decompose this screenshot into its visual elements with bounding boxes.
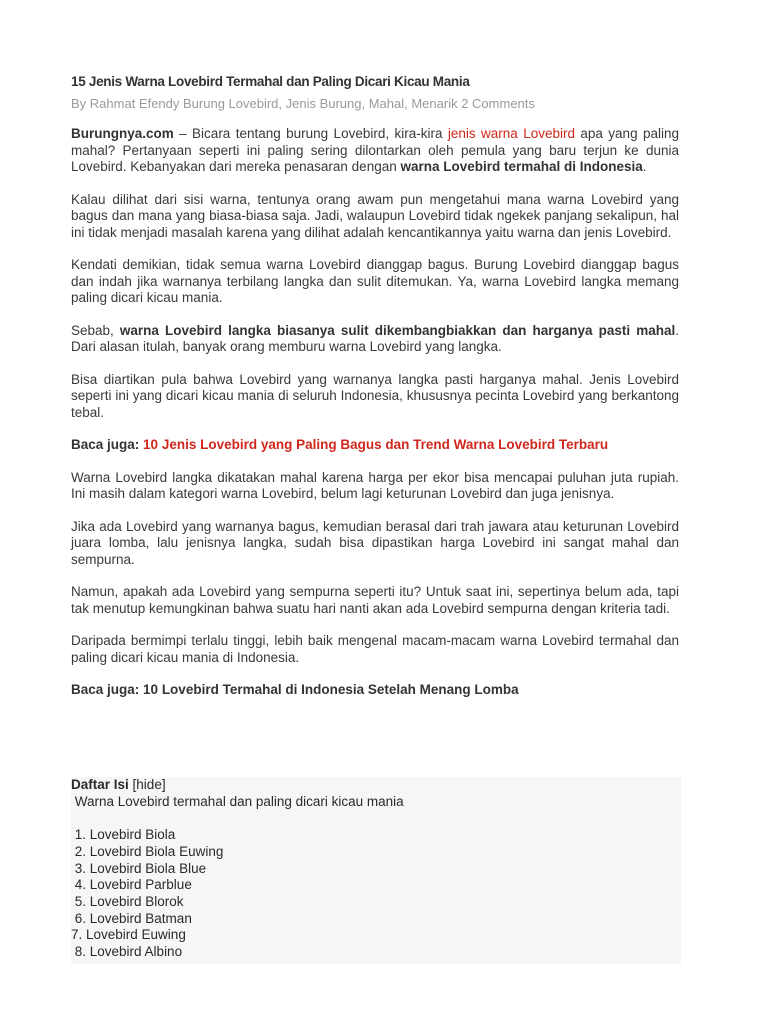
toc-item[interactable]: 1. Lovebird Biola bbox=[71, 827, 176, 843]
paragraph-3: Kendati demikian, tidak semua warna Lovebird dianggap bagus. Burung Lovebird dianggap bagus dan indah jika warnanya terbilang langka dan sulit ditemukan. Ya, warna Lovebird langka memang paling dicari kicau mania. bbox=[71, 257, 679, 305]
toc-item[interactable]: 3. Lovebird Biola Blue bbox=[71, 860, 207, 876]
toc-item[interactable]: 7. Lovebird Euwing bbox=[71, 927, 186, 943]
p4-bold: warna Lovebird langka biasanya sulit dikembangbiakkan dan harganya pasti mahal bbox=[119, 322, 676, 338]
baca-juga-1 bbox=[71, 437, 679, 454]
toc-item[interactable]: 8. Lovebird Albino bbox=[71, 944, 183, 960]
article-meta: By Rahmat Efendy Burung Lovebird, Jenis Burung, Mahal, Menarik 2 Comments bbox=[71, 96, 535, 111]
p1-text-c: . bbox=[642, 159, 647, 174]
p1-text-a: – Bicara tentang burung Lovebird, kira-kira bbox=[173, 126, 448, 141]
toc-header bbox=[71, 777, 681, 794]
table-of-contents bbox=[71, 777, 681, 964]
paragraph-1 bbox=[71, 126, 679, 176]
link-baca-juga-1[interactable]: 10 Jenis Lovebird yang Paling Bagus dan Trend Warna Lovebird Terbaru bbox=[143, 437, 609, 452]
toc-item[interactable]: 4. Lovebird Parblue bbox=[71, 877, 192, 893]
baca-juga-label: Baca juga: bbox=[71, 437, 140, 452]
article-body bbox=[71, 126, 679, 715]
toc-item[interactable]: 2. Lovebird Biola Euwing bbox=[71, 843, 224, 859]
paragraph-8: Namun, apakah ada Lovebird yang sempurna seperti itu? Untuk saat ini, sepertinya belum ada, tapi tak menutup kemungkinan bahwa suatu hari nanti akan ada Lovebird sempurna dengan kriteria tadi. bbox=[71, 584, 679, 616]
paragraph-6: Warna Lovebird langka dikatakan mahal karena harga per ekor bisa mencapai puluhan juta rupiah. Ini masih dalam kategori warna Lovebird, belum lagi keturunan Lovebird dan juga jenisnya. bbox=[71, 469, 679, 501]
toc-heading[interactable]: Warna Lovebird termahal dan paling dicari kicau mania bbox=[71, 793, 404, 809]
link-jenis-warna-lovebird[interactable]: jenis warna Lovebird bbox=[447, 126, 575, 141]
site-name: Burungnya.com bbox=[71, 126, 174, 141]
toc-item[interactable]: 5. Lovebird Blorok bbox=[71, 893, 184, 909]
p1-bold: warna Lovebird termahal di Indonesia bbox=[400, 159, 643, 174]
article-title: 15 Jenis Warna Lovebird Termahal dan Paling Dicari Kicau Mania bbox=[71, 74, 470, 89]
paragraph-9: Daripada bermimpi terlalu tinggi, lebih baik mengenal macam-macam warna Lovebird termahal dan paling dicari kicau mania di Indonesia. bbox=[71, 633, 679, 665]
link-baca-juga-2[interactable]: 10 Lovebird Termahal di Indonesia Setelah Menang Lomba bbox=[143, 682, 519, 697]
toc-title: Daftar Isi bbox=[71, 777, 129, 792]
baca-juga-label: Baca juga: bbox=[71, 682, 140, 697]
p4-text-a: Sebab, bbox=[71, 322, 120, 338]
p1-text-b: apa yang paling mahal? Pertanyaan seperti ini paling sering dilontarkan oleh pemula yang baru terjun ke dunia Lovebird. Kebanyakan dari mereka penasaran dengan bbox=[71, 126, 679, 174]
paragraph-2: Kalau dilihat dari sisi warna, tentunya orang awam pun mengetahui mana warna Lovebird yang bagus dan mana yang biasa-biasa saja. Jadi, walaupun Lovebird tidak ngekek panjang sekalipun, hal ini tidak menjadi masalah karena yang dilihat adalah kencantikannya yaitu warna dan jenis Lovebird. bbox=[71, 191, 679, 240]
toc-item[interactable]: 6. Lovebird Batman bbox=[71, 910, 192, 926]
baca-juga-2 bbox=[71, 682, 679, 699]
p4-text-b: . Dari alasan itulah, banyak orang memburu warna Lovebird yang langka. bbox=[71, 322, 679, 354]
toc-spacer bbox=[71, 810, 681, 827]
paragraph-5: Bisa diartikan pula bahwa Lovebird yang warnanya langka pasti harganya mahal. Jenis Lovebird seperti ini yang dicari kicau mania di seluruh Indonesia, khususnya pecinta Lovebird yang berkantong tebal. bbox=[71, 371, 679, 420]
paragraph-7: Jika ada Lovebird yang warnanya bagus, kemudian berasal dari trah jawara atau keturunan Lovebird juara lomba, lalu jenisnya langka, sudah bisa dipastikan harga Lovebird ini sangat mahal dan sempurna. bbox=[71, 518, 679, 567]
toc-hide-toggle[interactable]: [hide] bbox=[132, 777, 166, 792]
paragraph-4 bbox=[71, 323, 679, 356]
